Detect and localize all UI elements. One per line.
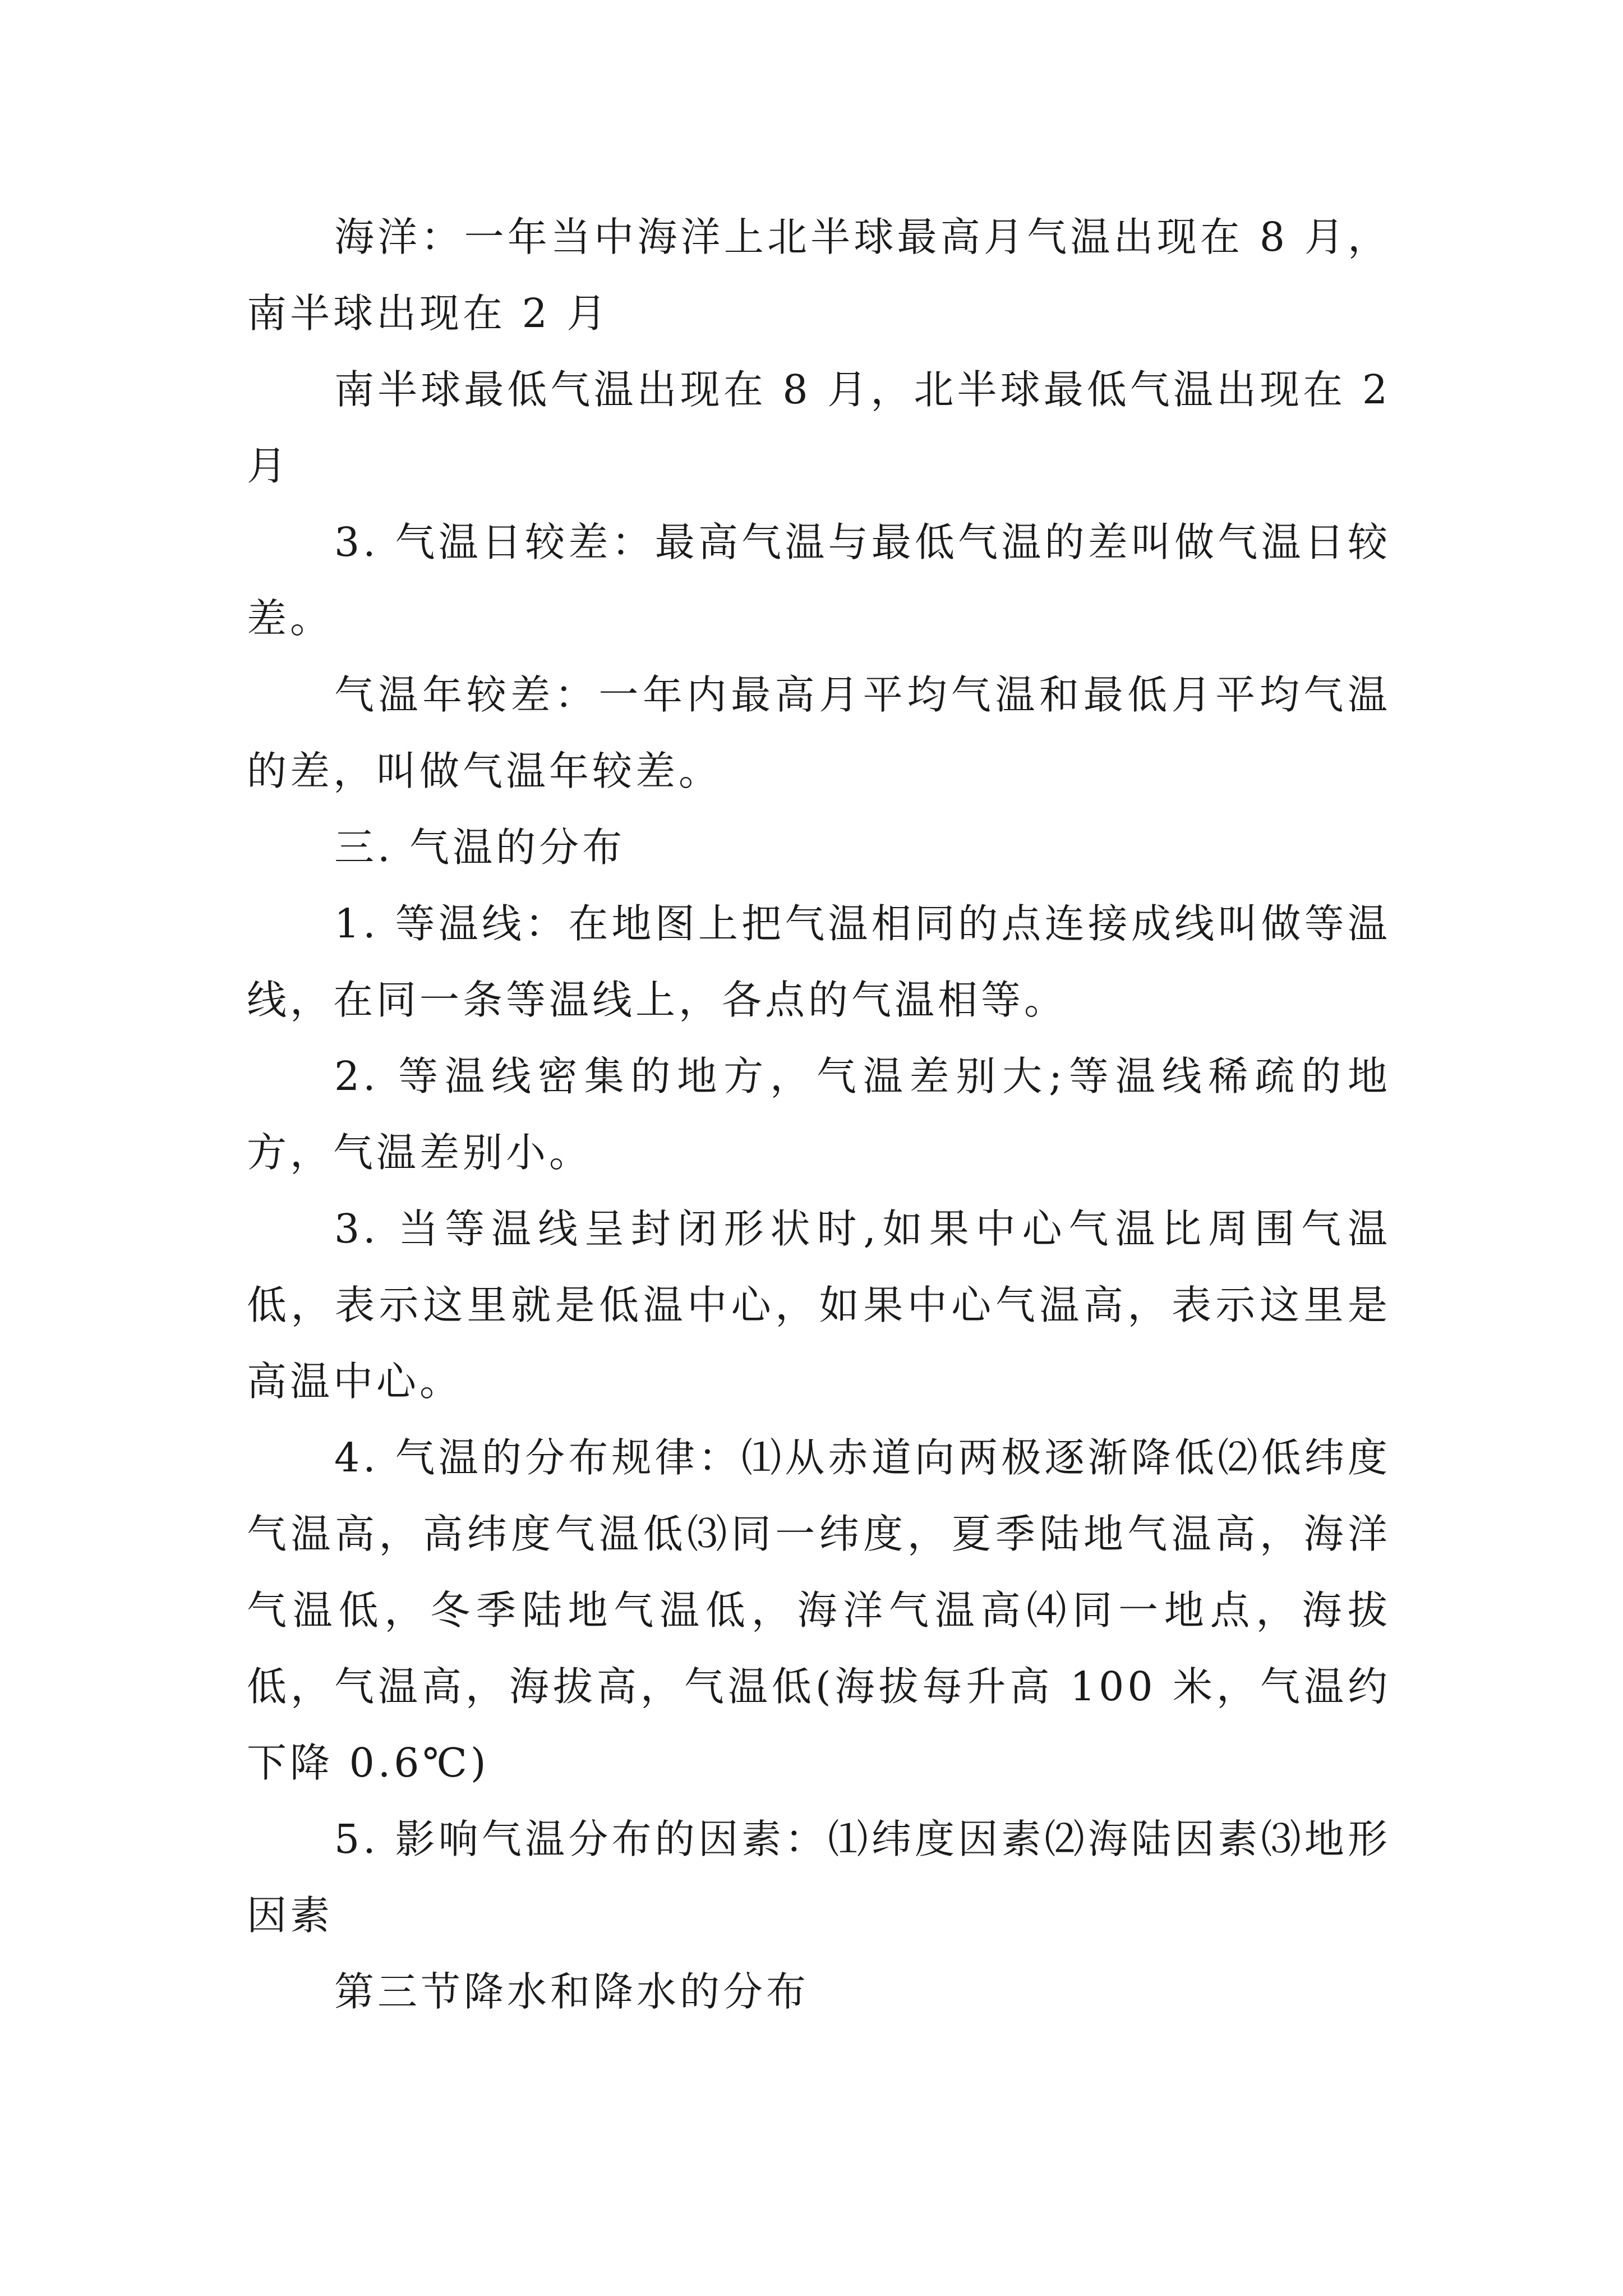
paragraph-distribution-factors: 5. 影响气温分布的因素：⑴纬度因素⑵海陆因素⑶地形因素 — [247, 1816, 1391, 1939]
paragraph-annual-temperature-range: 气温年较差：一年内最高月平均气温和最低月平均气温的差，叫做气温年较差。 — [247, 671, 1391, 794]
paragraph-daily-temperature-range: 3. 气温日较差：最高气温与最低气温的差叫做气温日较差。 — [247, 519, 1391, 642]
paragraph-lowest-temperature-month: 南半球最低气温出现在 8 月，北半球最低气温出现在 2 月 — [247, 366, 1391, 489]
document-body — [247, 199, 1391, 2030]
paragraph-closed-isotherm: 3. 当等温线呈封闭形状时,如果中心气温比周围气温低，表示这里就是低温中心，如果中心气温高，表示这里是高温中心。 — [247, 1205, 1391, 1405]
paragraph-isotherm-definition: 1. 等温线：在地图上把气温相同的点连接成线叫做等温线，在同一条等温线上，各点的气温相等。 — [247, 900, 1391, 1023]
paragraph-ocean-monthly-temperature: 海洋：一年当中海洋上北半球最高月气温出现在 8 月，南半球出现在 2 月 — [247, 214, 1391, 337]
section-heading-precipitation: 第三节降水和降水的分布 — [334, 1968, 810, 2015]
paragraph-distribution-pattern: 4. 气温的分布规律：⑴从赤道向两极逐渐降低⑵低纬度气温高，高纬度气温低⑶同一纬度，夏季陆地气温高，海洋气温低，冬季陆地气温低，海洋气温高⑷同一地点，海拔低，气温高，海拔高，气温低(海拔每升高 100 米，气温约下降 0.6℃) — [247, 1434, 1391, 1786]
section-heading-temperature-distribution: 三. 气温的分布 — [334, 824, 626, 871]
paragraph-isotherm-density: 2. 等温线密集的地方，气温差别大;等温线稀疏的地方，气温差别小。 — [247, 1053, 1391, 1176]
